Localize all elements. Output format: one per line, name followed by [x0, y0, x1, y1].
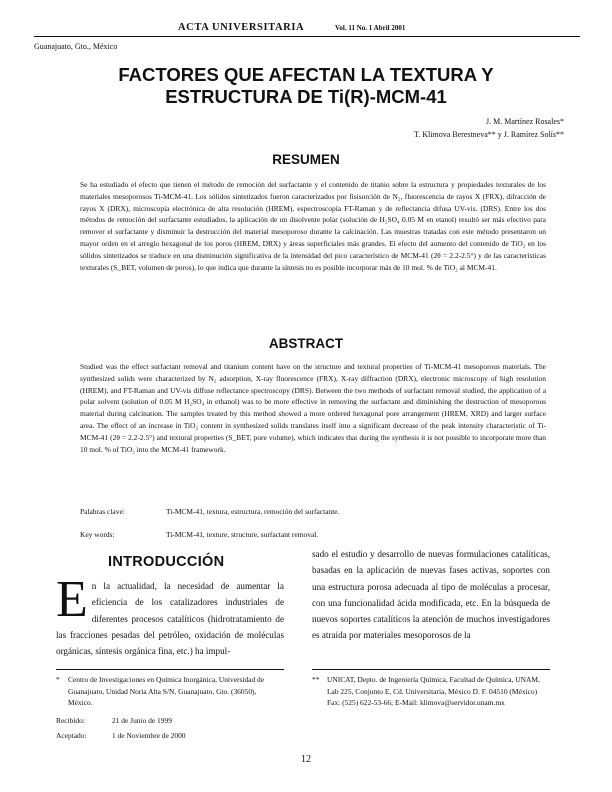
accepted-label: Aceptado: [56, 731, 87, 740]
keywords-en-label: Key words: [80, 530, 115, 539]
accepted-date: 1 de Noviembre de 2000 [112, 731, 186, 740]
drop-cap: E [56, 571, 88, 628]
footnote-left-text: Centro de Investigaciones en Química Inorgánica, Universidad de Guanajuato, Unidad Noria Alta S/N, Guanajuato, Gto. (36050), México. [68, 675, 265, 708]
received-date: 21 de Junio de 1999 [112, 716, 172, 725]
resumen-text: Se ha estudiado el efecto que tienen el método de remoción del surfactante y el contenido de titanio sobre la estructura y propiedades texturales de los materiales mesoporosos Ti-MCM-41. Los sólidos sintetizados fueron caracterizados por fisisorción de N₂, fluorescencia de rayos X (FRX), difracción de rayos X (DRX), microscopía electrónica de alta resolución (HREM), espectroscopía FT-Raman y de reflectancia difusa UV-vis. (DRS). Entre los dos métodos de remoción del surfactante estudiados, la aplicación de un disolvente polar (solución de H₂SO₄ 0.05 M en etanol) resultó ser más efectivo para remover el surfactante y disminuir la destrucción del material mesoporoso durante la calcinación. Las muestras tratadas con este método presentaron un mayor orden en el arreglo hexagonal de los poros (HREM, DRX) y áreas superficiales más grandes. El efecto del aumento del contenido de TiO₂ en los sólidos sintetizados se traduce en una disminución significativa de la intensidad del pico característico de MCM-41 (2θ = 2.2-2.5°) y de las características texturales (S_BET, volumen de poros), lo que indica que durante la síntesis no es posible incorporar más de 10 mol. % de TiO₂ al MCM-41. [80, 180, 546, 272]
intro-right-text: sado el estudio y desarrollo de nuevas formulaciones catalíticas, basadas en la aplicación de nuevas fases activas, soportes con una estructura porosa adecuada al tipo de moléculas a procesar, con una funcionalidad ácida modificada, etc. En la búsqueda de nuevos soportes catalíticos la atención de muchos investigadores es atraída por materiales mesoporosos de la [312, 549, 550, 641]
intro-left-text: n la actualidad, la necesidad de aumentar la eficiencia de los catalizadores industriales de diferentes procesos catalíticos (hidrotratamiento de las fracciones pesadas del petróleo, oxidación de moléculas orgánicas, síntesis orgánica fina, etc.) ha impul- [56, 581, 284, 657]
received-label: Recibido: [56, 716, 85, 725]
author-line-2: T. Klimova Berestneva** y J. Ramírez Solís** [413, 130, 564, 139]
footnote-right-text: UNICAT, Depto. de Ingeniería Química, Facultad de Química, UNAM, Lab 225, Conjunto E, Cd. Universitaria, México D. F. 04510 (México) Fax: (525) 622-53-66; E-Mail: klimova@servidor.unam.mx [327, 675, 540, 708]
volume-info: Vol. 11 No. 1 Abril 2001 [335, 24, 406, 32]
keywords-es-value: Ti-MCM-41, textura, estructura, remoción del surfactante. [166, 507, 340, 516]
keywords-es-label: Palabras clave: [80, 507, 125, 516]
footnote-rule-left [56, 669, 284, 670]
abstract-heading: ABSTRACT [268, 336, 344, 351]
footnote-left-mark: * [56, 675, 60, 684]
title-line-1: FACTORES QUE AFECTAN LA TEXTURA Y [118, 64, 494, 85]
journal-name: ACTA UNIVERSITARIA [178, 22, 305, 33]
resumen-heading: RESUMEN [272, 152, 340, 167]
journal-header-bar [34, 22, 580, 37]
footnote-rule-right [312, 669, 550, 670]
author-line-1: J. M. Martínez Rosales* [486, 117, 564, 126]
paper-title [60, 64, 552, 108]
title-line-2: ESTRUCTURA DE Ti(R)-MCM-41 [165, 86, 447, 107]
introduction-heading: INTRODUCCIÓN [108, 554, 225, 570]
keywords-en-value: Ti-MCM-41, texture, structure, surfactant removal. [166, 530, 319, 539]
intro-left-column [56, 571, 284, 659]
abstract-text: Studied was the effect surfactant removal and titanium content have on the structure and textural properties of Ti-MCM-41 mesoporous materials. The synthesized solids were characterized by N₂ adsorption, X-ray fluorescence (FRX), X-ray diffraction (DRX), electronic microscopy of high resolution (HREM), and FT-Raman and UV-vis diffuse reflectance spectroscopy (DRS). Between the two methods of surfactant removal studied, the application of a polar solvent (solution of 0.05 M H₂SO₄ in ethanol) was to be more effective in removing the surfactant and diminishing the destruction of mesoporous material during calcination. The samples treated by this method showed a more ordered hexagonal pore arrangement (HREM, XRD) and larger surface area. The effect of an increase in TiO₂ content in synthesized solids translates itself into a significant decrease of the peak intensity characteristic of Ti-MCM-41 (2θ = 2.2-2.5°) and textural properties (S_BET, pore volume), which indicates that during the synthesis it is not possible to incorporate more than 10 mol. % of TiO₂ into the MCM-41 framework. [80, 362, 546, 454]
intro-right-column [312, 546, 550, 644]
page-number: 12 [301, 754, 311, 765]
publication-place: Guanajuato, Gto., México [34, 42, 118, 51]
footnote-right-mark: ** [312, 675, 320, 684]
keywords-en [80, 530, 550, 542]
keywords-es [80, 507, 550, 519]
